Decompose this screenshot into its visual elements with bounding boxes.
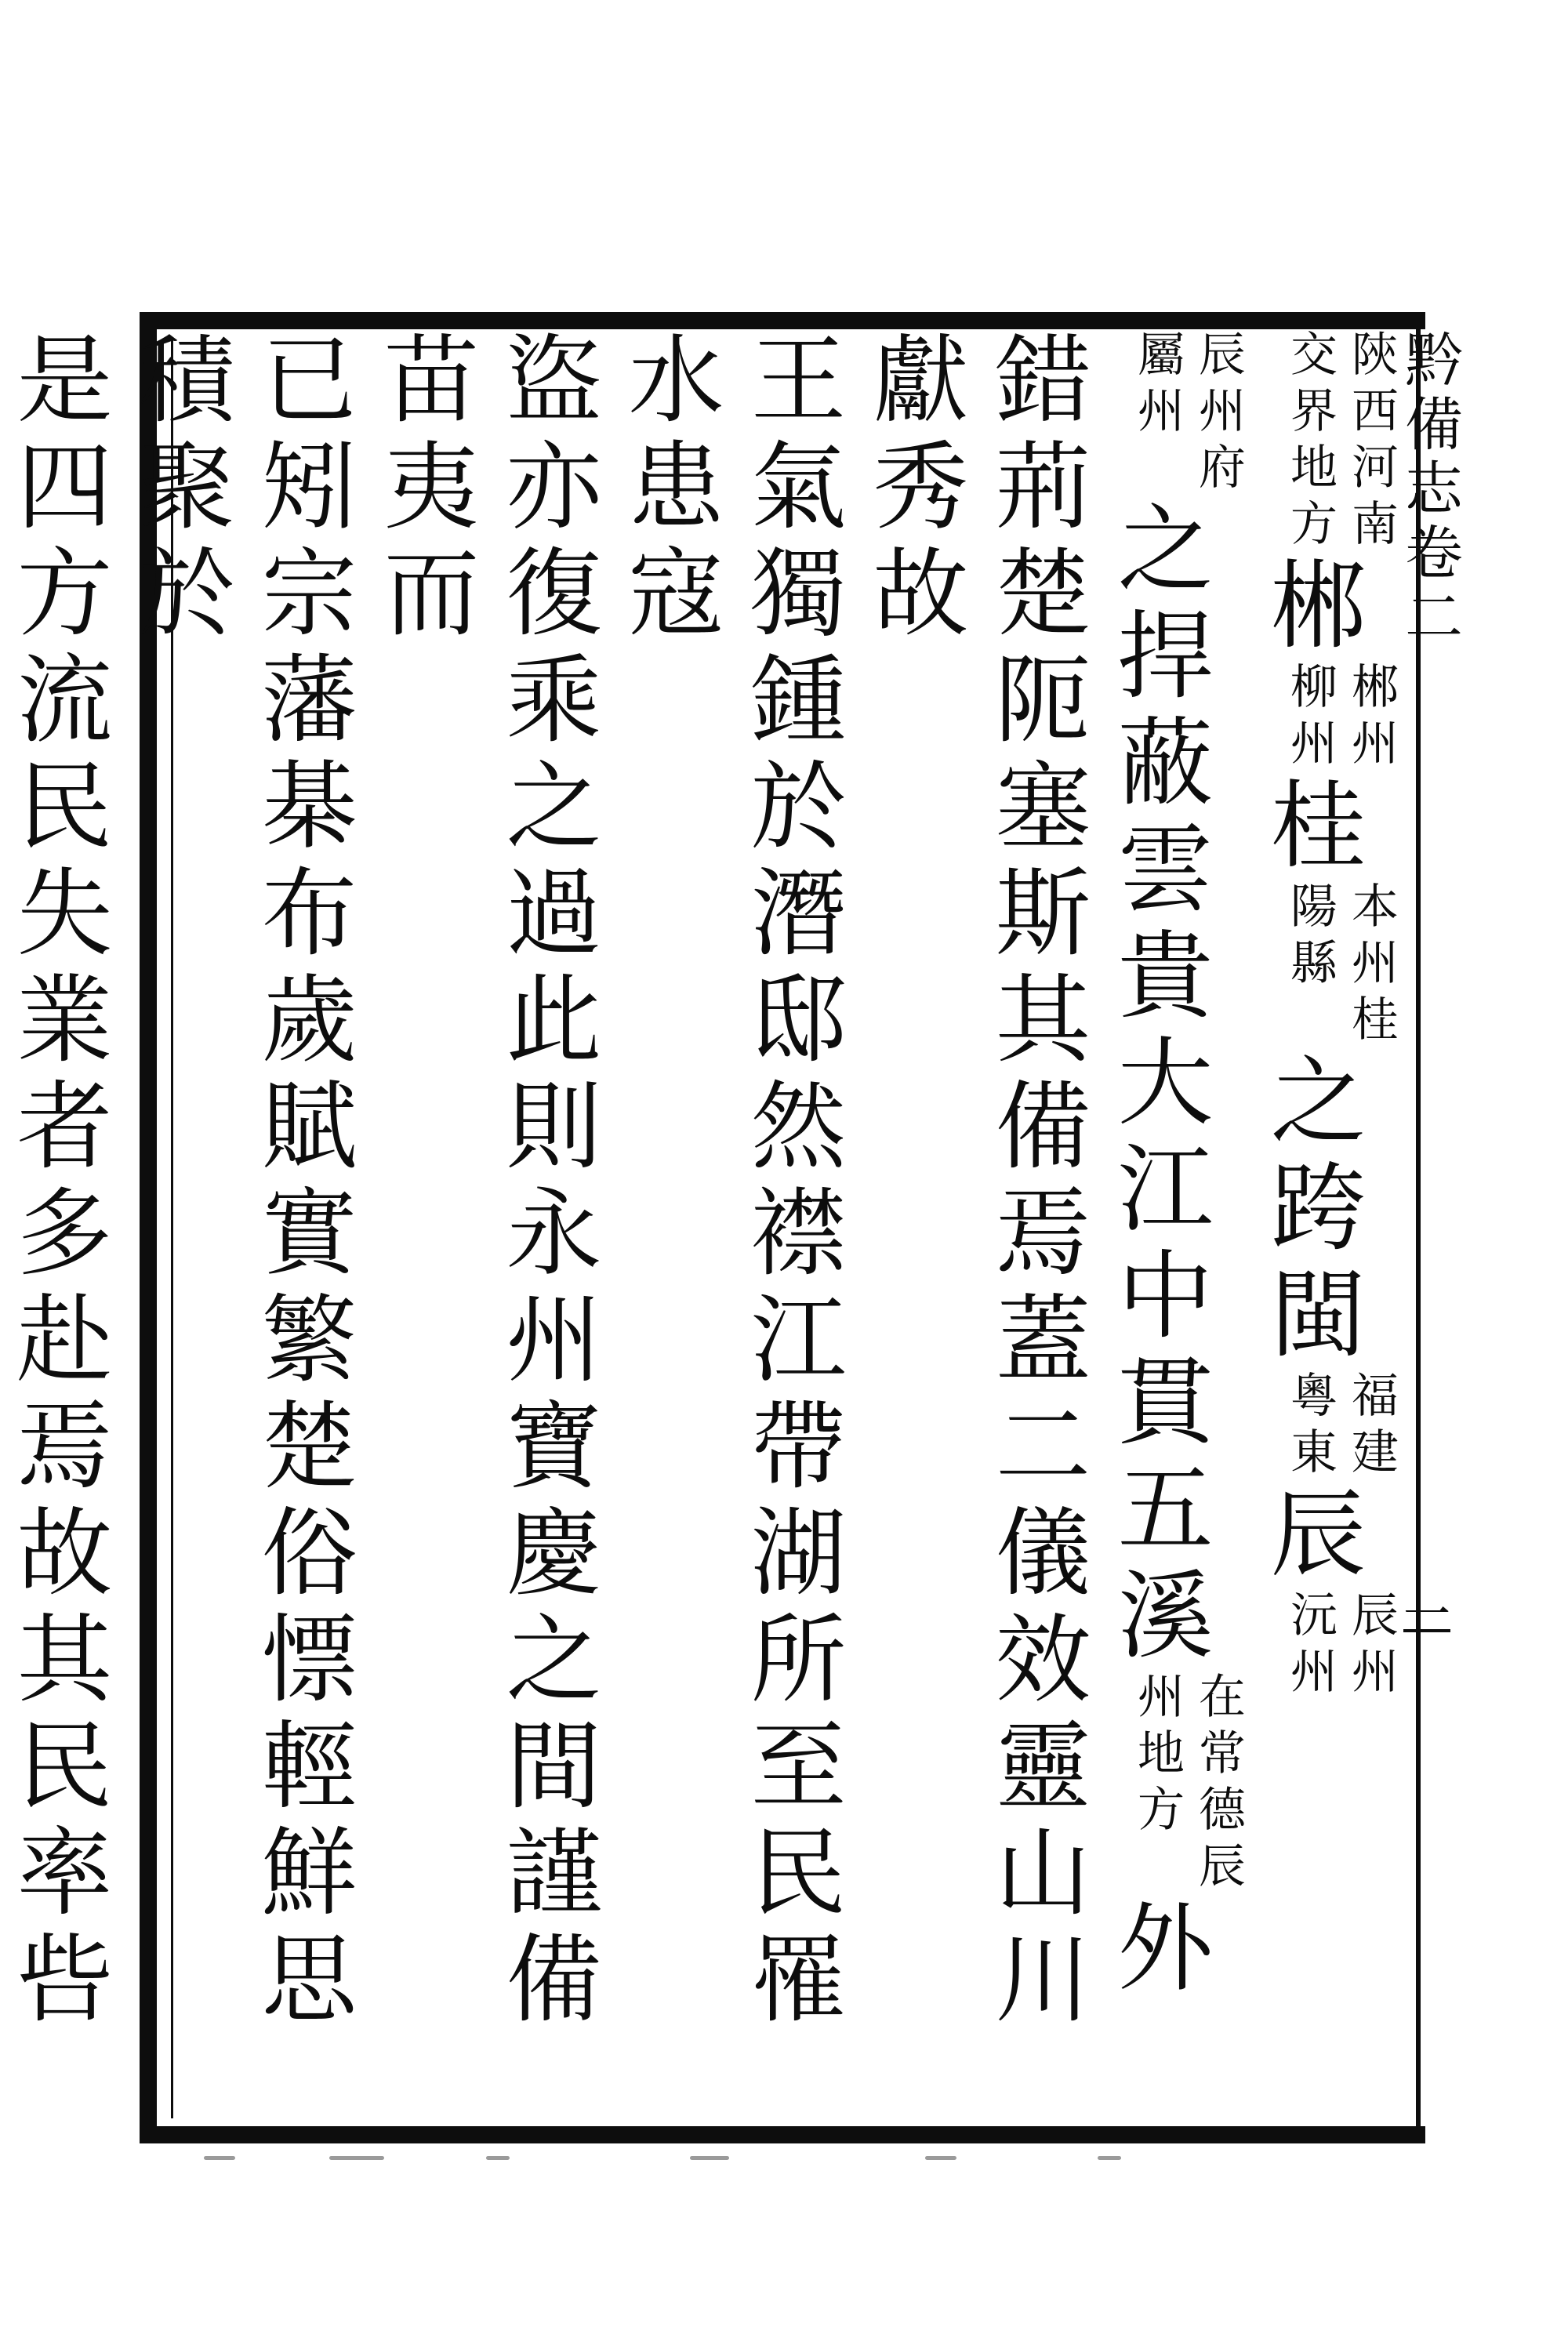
note-line: 柳州 [1283, 662, 1338, 775]
note-line: 郴州 [1344, 662, 1399, 775]
interlinear-note [1127, 1671, 1249, 1897]
ink-smudge [486, 2156, 510, 2160]
ink-smudge [690, 2156, 729, 2160]
note-line: 在常德辰 [1191, 1671, 1246, 1897]
note-line: 本州桂 [1344, 881, 1399, 1051]
ink-smudge [329, 2156, 384, 2160]
note-line: 交界地方 [1283, 329, 1338, 555]
ink-smudge [1098, 2156, 1121, 2160]
main-text: 錯荊楚阨塞斯其備焉蓋二儀效靈山川獻秀故 [857, 329, 1091, 2035]
main-text: 桂 [1254, 775, 1366, 881]
leaf-number-text: 一 [1403, 1588, 1450, 1642]
main-text: 是四方流民失業者多赴焉故其民率呰 [1, 329, 112, 2035]
note-line: 陝西河南 [1344, 329, 1399, 555]
text-column [1249, 329, 1402, 2126]
note-line: 辰州 [1344, 1590, 1399, 1703]
main-text: 盜亦復乘之過此則永州寶慶之間謹備苗夷而 [368, 329, 601, 2035]
main-text: 已矧宗藩棊布歲賦實繁楚俗慓輕鮮思積聚於 [123, 329, 357, 2035]
text-column [1096, 329, 1249, 2126]
text-body [1, 329, 1402, 2126]
interlinear-note [1279, 662, 1402, 775]
main-text: 王氣獨鍾於潛邸然襟江帶湖所至民罹水患寇 [612, 329, 846, 2035]
text-column [118, 329, 362, 2126]
text-column [362, 329, 607, 2126]
note-line: 州地方 [1130, 1671, 1185, 1841]
text-column [607, 329, 851, 2126]
interlinear-note [1279, 329, 1402, 555]
text-column [851, 329, 1096, 2126]
note-line: 屬州 [1130, 329, 1185, 442]
note-line: 粵東 [1283, 1370, 1338, 1483]
interlinear-note [1279, 1590, 1402, 1703]
main-text: 之跨閩 [1254, 1051, 1366, 1370]
interlinear-note [1127, 329, 1249, 499]
main-text: 外 [1102, 1897, 1213, 2004]
block-centre-title: 黔備志卷二 [1396, 329, 1463, 651]
main-text: 郴 [1254, 555, 1366, 662]
note-line: 沅州 [1283, 1590, 1338, 1703]
main-text: 之捍蔽雲貴大江中貫五溪 [1102, 499, 1213, 1671]
main-text: 辰 [1254, 1483, 1366, 1590]
interlinear-note [1279, 1370, 1402, 1483]
interlinear-note [1279, 881, 1402, 1051]
ink-smudge [925, 2156, 956, 2160]
note-line: 福建 [1344, 1370, 1399, 1483]
note-line: 辰州府 [1191, 329, 1246, 499]
ink-smudge [204, 2156, 235, 2160]
note-line: 陽縣 [1283, 881, 1338, 994]
text-column [0, 329, 118, 2126]
